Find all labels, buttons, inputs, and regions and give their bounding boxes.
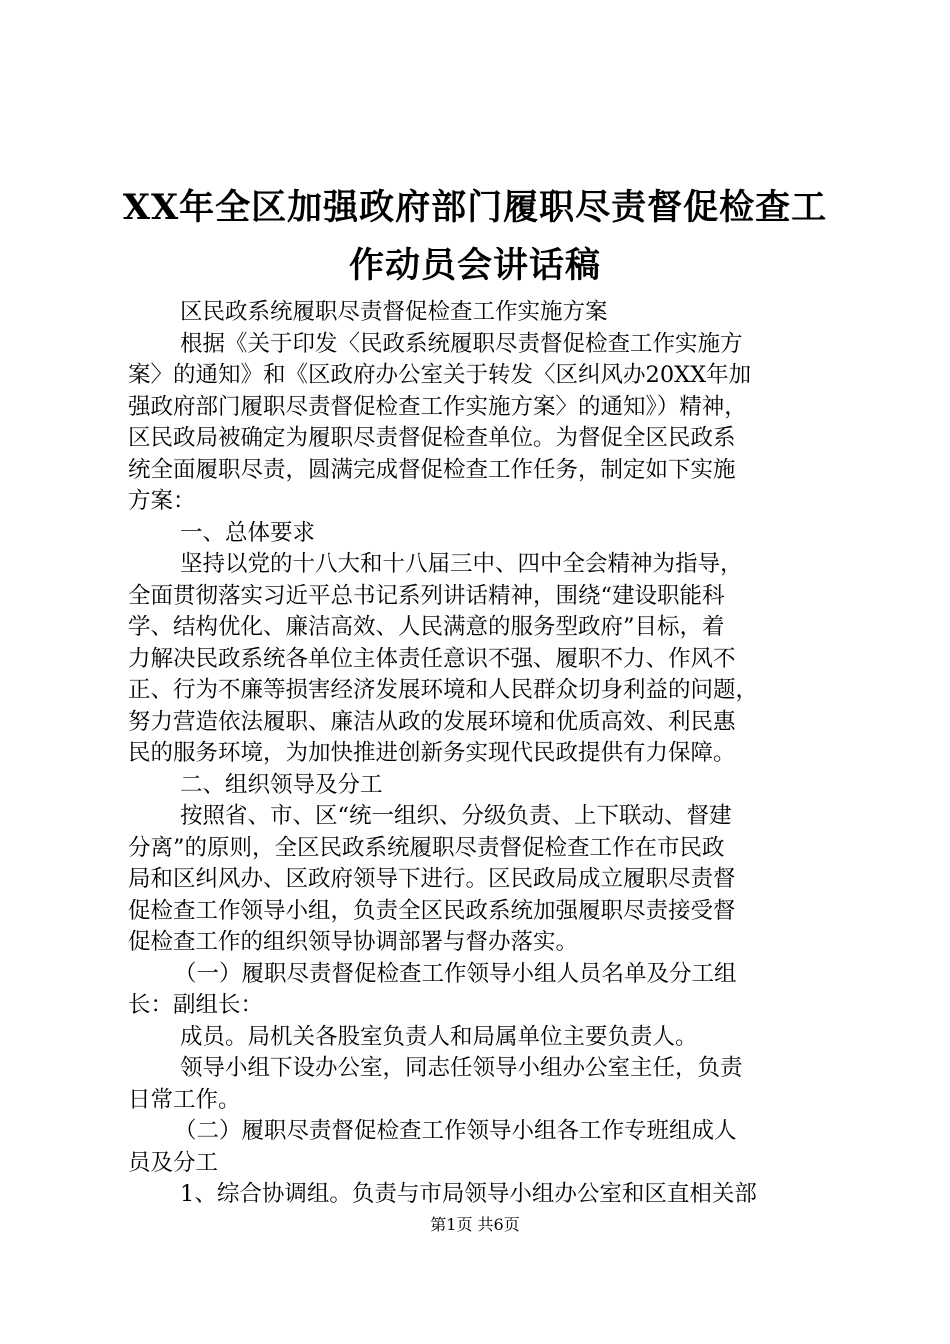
document-title-line-2: 作动员会讲话稿: [348, 245, 601, 286]
body-line: 案〉的通知》和《区政府办公室关于转发〈区纠风办20XX年加: [128, 362, 752, 388]
body-line: 成员。局机关各股室负责人和局属单位主要负责人。: [180, 1023, 698, 1050]
section-heading: 二、组织领导及分工: [180, 771, 383, 798]
body-line: 领导小组下设办公室，同志任领导小组办公室主任，负责: [180, 1055, 743, 1081]
body-line: 促检查工作领导小组，负责全区民政系统加强履职尽责接受督: [128, 897, 736, 924]
body-line: 局和区纠风办、区政府领导下进行。区民政局成立履职尽责督: [128, 866, 736, 892]
document-title-line-1: XX年全区加强政府部门履职尽责督促检查工: [122, 187, 828, 228]
body-line: 学、结构优化、廉洁高效、人民满意的服务型政府”目标，着: [128, 614, 725, 640]
body-line: 坚持以党的十八大和十八届三中、四中全会精神为指导，: [180, 551, 743, 577]
body-line: 长：副组长：: [128, 992, 264, 1018]
body-line: 根据《关于印发〈民政系统履职尽责督促检查工作实施方: [180, 330, 743, 357]
body-line: 力解决民政系统各单位主体责任意识不强、履职不力、作风不: [128, 645, 736, 672]
body-line: 日常工作。: [128, 1086, 241, 1113]
body-line: 员及分工: [128, 1149, 219, 1176]
page-footer: 第1页 共6页: [430, 1215, 520, 1234]
body-line: 全面贯彻落实习近平总书记系列讲话精神，围绕“建设职能科: [128, 582, 725, 609]
body-line: 统全面履职尽责，圆满完成督促检查工作任务，制定如下实施: [128, 456, 736, 483]
body-line: 强政府部门履职尽责督促检查工作实施方案〉的通知》）精神，: [128, 393, 747, 420]
body-line: 区民政系统履职尽责督促检查工作实施方案: [180, 299, 608, 325]
body-line: 方案：: [128, 488, 196, 514]
body-line: 按照省、市、区“统一组织、分级负责、上下联动、督建: [180, 803, 732, 829]
document-body: [128, 297, 828, 1211]
body-line: 正、行为不廉等损害经济发展环境和人民群众切身利益的问题，: [128, 677, 759, 703]
subsection-heading: （二）履职尽责督促检查工作领导小组各工作专班组成人: [174, 1118, 737, 1144]
body-line: 努力营造依法履职、廉洁从政的发展环境和优质高效、利民惠: [128, 708, 736, 735]
subsection-heading: （一）履职尽责督促检查工作领导小组人员名单及分工组: [174, 960, 737, 987]
body-line: 民的服务环境，为加快推进创新务实现代民政提供有力保障。: [128, 740, 736, 766]
body-line: 促检查工作的组织领导协调部署与督办落实。: [128, 929, 579, 955]
body-line: 区民政局被确定为履职尽责督促检查单位。为督促全区民政系: [128, 425, 736, 451]
body-line: 分离”的原则，全区民政系统履职尽责督促检查工作在市民政: [128, 834, 725, 861]
section-heading: 一、总体要求: [180, 519, 316, 546]
body-line: 1、综合协调组。负责与市局领导小组办公室和区直相关部: [180, 1181, 757, 1207]
